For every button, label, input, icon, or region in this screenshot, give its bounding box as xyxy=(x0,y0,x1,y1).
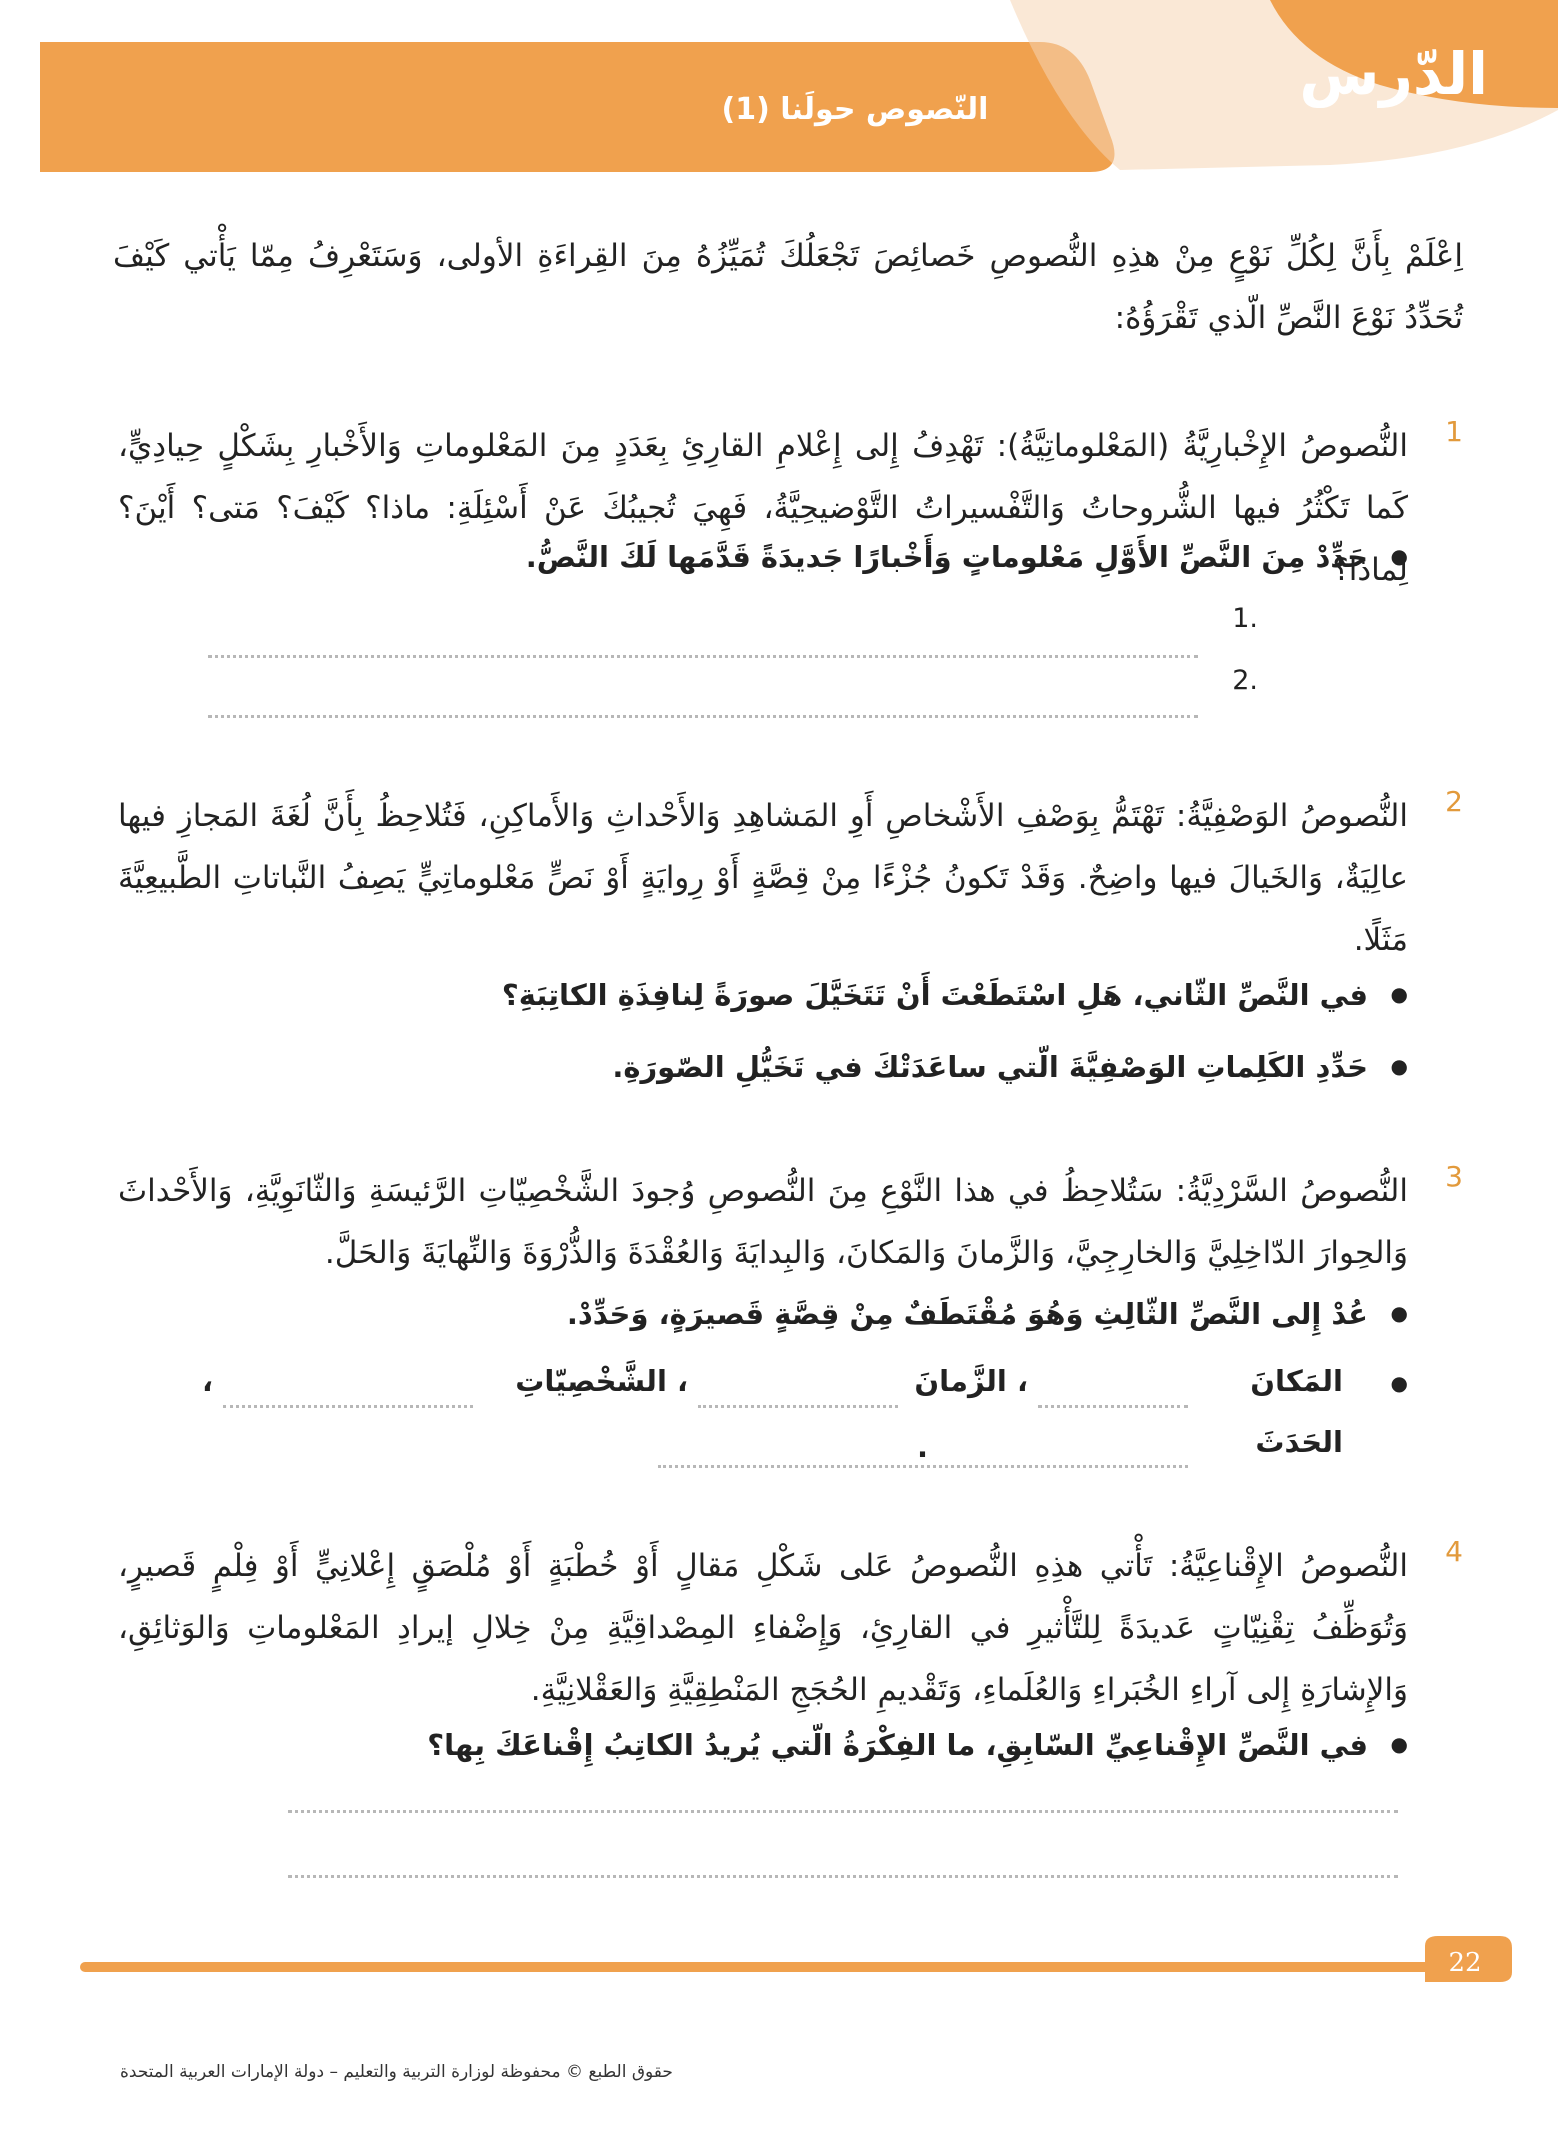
field-characters-blank[interactable] xyxy=(223,1405,473,1408)
fields-bullet xyxy=(1368,1367,1408,1401)
answer-line[interactable] xyxy=(288,1875,1398,1878)
lesson-title: النّصوص حولَنا (1) xyxy=(721,92,989,127)
section-text: النُّصوصُ السَّرْدِيَّةُ: سَتُلاحِظُ في هذا النَّوْعِ مِنَ النُّصوصِ وُجودَ الشَّخْصِيّاتِ الرَّئيسَةِ وَالثّانَوِيَّةِ، وَالأَحْداثَ وَالحِوارَ الدّاخِلِيَّ وَالخارِجِيَّ، وَالزَّمانَ وَالمَكانَ، وَالبِدايَةَ وَالعُقْدَةَ وَالذُّرْوَةَ وَالنِّهايَةَ وَالحَلَّ. xyxy=(118,1173,1408,1271)
field-label-time: ، الزَّمانَ xyxy=(914,1364,1028,1398)
section-number: 2 xyxy=(1445,785,1463,818)
lesson-label: الدّرس xyxy=(1299,40,1488,108)
answer-line-number: .1 xyxy=(1232,603,1258,634)
field-separator: ، xyxy=(201,1364,213,1398)
section-text: النُّصوصُ الإِقْناعِيَّةُ: تَأْتي هذِهِ النُّصوصُ عَلى شَكْلِ مَقالٍ أَوْ خُطْبَةٍ أَوْ مُلْصَقٍ إِعْلانِيٍّ أَوْ فِلْمٍ قَصيرٍ، وَتُوَظِّفُ تِقْنِيّاتٍ عَديدَةً لِلتَّأْثيرِ في القارِئِ، وَإِضْفاءِ المِصْداقِيَّةِ مِنْ خِلالِ إيرادِ المَعْلوماتِ وَالوَثائِقِ، وَالإِشارَةِ إِلى آراءِ الخُبَراءِ وَالعُلَماءِ، وَتَقْديمِ الحُجَجِ المَنْطِقِيَّةِ وَالعَقْلانِيَّةِ. xyxy=(118,1548,1408,1708)
page-number: 22 xyxy=(1448,1948,1482,1978)
answer-line[interactable] xyxy=(208,655,1198,658)
task-bullet: ● في النَّصِّ الإِقْناعِيِّ السّابِقِ، ما الفِكْرَةُ الّتي يُريدُ الكاتِبُ إِقْناعَكَ بِها؟ xyxy=(427,1728,1408,1762)
field-label-place: المَكانَ xyxy=(1250,1364,1343,1398)
task-bullet: ● عُدْ إِلى النَّصِّ الثّالِثِ وَهُوَ مُقْتَطَفٌ مِنْ قِصَّةٍ قَصيرَةٍ، وَحَدِّدْ. xyxy=(567,1297,1408,1331)
copyright-notice: حقوق الطبع © محفوظة لوزارة التربية والتعليم – دولة الإمارات العربية المتحدة xyxy=(120,2062,673,2082)
field-time-blank[interactable] xyxy=(698,1405,898,1408)
footer-bar xyxy=(0,1932,1558,1992)
intro-paragraph: اِعْلَمْ بِأَنَّ لِكُلِّ نَوْعٍ مِنْ هذِهِ النُّصوصِ خَصائِصَ تَجْعَلُكَ تُمَيِّزُهُ مِنَ القِراءَةِ الأولى، وَسَتَعْرِفُ مِمّا يَأْتي كَيْفَ تُحَدِّدُ نَوْعَ النَّصِّ الّذي تَقْرَؤُهُ: xyxy=(113,238,1463,336)
task-bullet: ● حَدِّدِ الكَلِماتِ الوَصْفِيَّةَ الّتي ساعَدَتْكَ في تَخَيُّلِ الصّورَةِ. xyxy=(612,1050,1408,1084)
section-number: 1 xyxy=(1445,415,1463,448)
field-label-characters: ، الشَّخْصِيّاتِ xyxy=(515,1364,688,1398)
answer-line[interactable] xyxy=(288,1810,1398,1813)
field-place-blank[interactable] xyxy=(1038,1405,1188,1408)
answer-line[interactable] xyxy=(208,715,1198,718)
field-label-event: الحَدَثَ xyxy=(1255,1425,1343,1459)
task-bullet: ● في النَّصِّ الثّاني، هَلِ اسْتَطَعْتَ أَنْ تَتَخَيَّلَ صورَةً لِنافِذَةِ الكاتِبَةِ؟ xyxy=(502,978,1408,1012)
section-text: النُّصوصُ الوَصْفِيَّةُ: تَهْتَمُّ بِوَصْفِ الأَشْخاصِ أَوِ المَشاهِدِ وَالأَحْداثِ وَالأَماكِنِ، فَتُلاحِظُ بِأَنَّ لُغَةَ المَجازِ فيها عالِيَةٌ، وَالخَيالَ فيها واضِحٌ. وَقَدْ تَكونُ جُزْءًا مِنْ قِصَّةٍ أَوْ رِوايَةٍ أَوْ نَصٍّ مَعْلوماتِيٍّ يَصِفُ النَّباتاتِ الطَّبيعِيَّةَ مَثَلًا. xyxy=(118,798,1408,958)
section-text: النُّصوصُ الإِخْبارِيَّةُ (المَعْلوماتِيَّةُ): تَهْدِفُ إِلى إِعْلامِ القارِئِ بِعَدَدٍ مِنَ المَعْلوماتِ وَالأَخْبارِ بِشَكْلٍ حِيادِيٍّ، كَما تَكْثُرُ فيها الشُّروحاتُ وَالتَّفْسيراتُ التَّوْضيحِيَّةُ، فَهِيَ تُجيبُكَ عَنْ أَسْئِلَةِ: ماذا؟ كَيْفَ؟ مَتى؟ أَيْنَ؟ لِماذا؟ xyxy=(118,428,1408,588)
section-number: 4 xyxy=(1445,1535,1463,1568)
field-event-blank[interactable] xyxy=(658,1465,1188,1468)
field-period: . xyxy=(916,1430,928,1464)
answer-line-number: .2 xyxy=(1232,665,1258,696)
task-bullet: ● حَدِّدْ مِنَ النَّصِّ الأَوَّلِ مَعْلوماتٍ وَأَخْبارًا جَديدَةً قَدَّمَها لَكَ النَّصُّ. xyxy=(526,540,1408,574)
section-number: 3 xyxy=(1445,1160,1463,1193)
